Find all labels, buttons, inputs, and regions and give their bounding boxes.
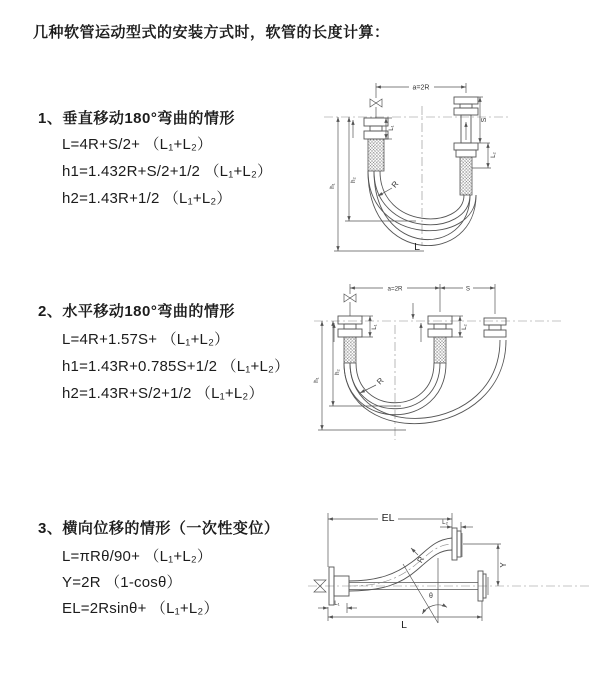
section-2-heading: 2、水平移动180°弯曲的情形 <box>38 303 235 320</box>
valve-icon <box>344 294 356 316</box>
flange-top-right <box>452 528 462 560</box>
diagram-vertical-180-bend <box>316 76 516 252</box>
l2-label: L₂ <box>490 152 497 158</box>
dim-l1 <box>318 600 357 613</box>
section-1-formula-L: L=4R+S/2+ （L₁+L₂） <box>62 136 213 153</box>
s-label: S <box>465 285 471 293</box>
section-3-formula-EL: EL=2Rsinθ+ （L₁+L₂） <box>62 600 219 617</box>
dim-l1 <box>384 118 395 139</box>
hose <box>344 340 506 424</box>
theta-label: θ <box>429 593 433 600</box>
dim-l2 <box>440 519 473 533</box>
section-1-heading: 1、垂直移动180°弯曲的情形 <box>38 110 235 127</box>
a2r-label: a=2R <box>387 285 403 293</box>
braid-section-left <box>368 139 384 171</box>
l1-label: L₁ <box>388 125 395 131</box>
dim-h1 <box>329 117 424 251</box>
radius-callout <box>411 548 426 565</box>
hose <box>349 538 452 591</box>
r-label: R <box>389 179 401 190</box>
section-3-formula-Y: Y=2R （1-cosθ） <box>62 574 182 591</box>
h1-label: h₁ <box>313 377 320 383</box>
s-label: S <box>481 117 488 123</box>
h2-label: h₂ <box>350 177 357 183</box>
y-label: Y <box>499 562 508 568</box>
angle-theta <box>403 558 447 623</box>
r-label: R <box>415 554 427 565</box>
h1-label: h₁ <box>329 183 336 189</box>
l2-label: L₂ <box>442 519 448 526</box>
section-2-formula-h2: h2=1.43R+S/2+1/2 （L₁+L₂） <box>62 385 264 402</box>
dim-a2r <box>350 284 495 314</box>
braid-section-left <box>344 337 356 363</box>
l-label: L <box>401 619 407 631</box>
diagram-horizontal-180-bend <box>306 272 576 447</box>
section-1-formula-h2: h2=1.43R+1/2 （L₁+L₂） <box>62 190 232 207</box>
section-2-formula-L: L=4R+1.57S+ （L₁+L₂） <box>62 331 230 348</box>
braid-section-middle <box>434 337 446 363</box>
hose-connector-left <box>338 316 362 363</box>
diagram-lateral-displacement <box>300 500 600 660</box>
dim-y <box>463 544 508 586</box>
l1-label: L₁ <box>371 324 378 330</box>
l1-label: L₁ <box>334 600 340 607</box>
dim-h2 <box>329 321 401 406</box>
h2-label: h₂ <box>334 369 341 375</box>
dim-l2 <box>446 316 468 337</box>
dim-l <box>328 601 482 631</box>
section-3-heading: 3、横向位移的情形（一次性变位） <box>38 520 280 537</box>
hose-connector-middle <box>428 316 452 363</box>
length-l-label: L <box>414 241 420 253</box>
hose-connector-right <box>454 97 478 195</box>
dim-s <box>440 284 495 293</box>
r-label: R <box>375 376 386 387</box>
page-title: 几种软管运动型式的安装方式时，软管的长度计算： <box>33 24 390 41</box>
section-2-formula-h1: h1=1.43R+0.785S+1/2 （L₁+L₂） <box>62 358 290 375</box>
l2-label: L₂ <box>461 324 468 330</box>
el-label: EL <box>381 512 395 524</box>
a2r-label: a=2R <box>412 84 430 92</box>
dim-l1 <box>356 316 378 337</box>
braid-section-right <box>460 157 472 195</box>
valve-icon <box>370 99 382 118</box>
dim-a2r <box>376 83 466 98</box>
dim-el <box>328 512 452 567</box>
hose-connector-left <box>364 118 388 171</box>
section-1-formula-h1: h1=1.432R+S/2+1/2 （L₁+L₂） <box>62 163 273 180</box>
section-3-formula-L: L=πRθ/90+ （L₁+L₂） <box>62 548 213 565</box>
radius-callout <box>360 376 386 393</box>
dim-s <box>478 97 490 143</box>
